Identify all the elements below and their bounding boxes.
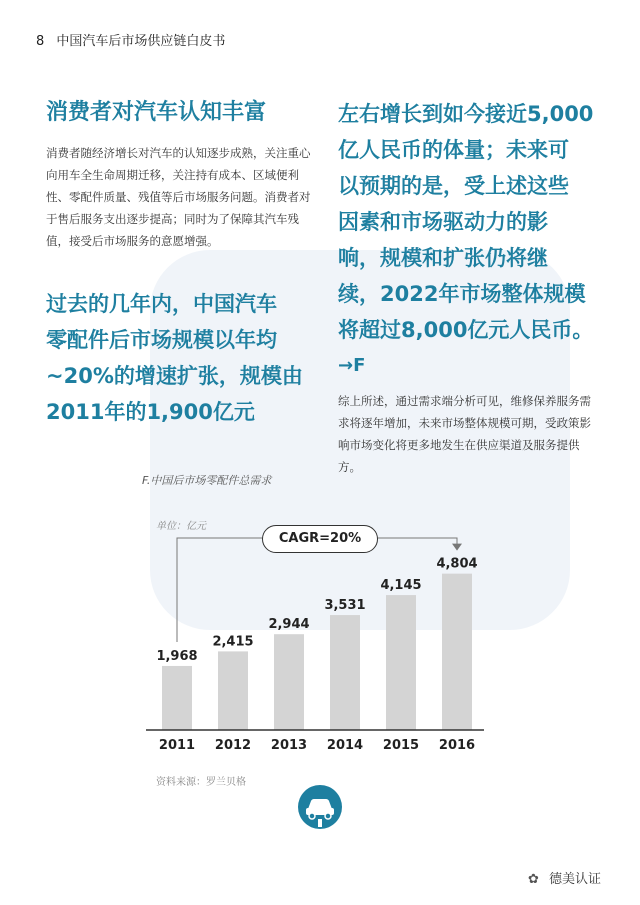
category-label: 2016 <box>438 738 476 753</box>
right-column <box>338 96 600 478</box>
right-paragraph: 综上所述，通过需求端分析可见，维修保养服务需求将逐年增加，未来市场整体规模可期，受政策影响市场变化将更多地发生在供应渠道及服务提供方。 <box>338 394 591 474</box>
chart-title: F.中国后市场零配件总需求 <box>142 474 272 487</box>
cagr-arrowhead <box>452 544 462 551</box>
bar-2012 <box>218 651 248 730</box>
left-paragraph: 消费者随经济增长对汽车的认知逐步成熟，关注重心向用车全生命周期迁移，关注持有成本、区域便利性、零配件质量、残值等后市场服务问题。消费者对于售后服务支出逐步提高；同时为了保障其汽车残值，接受后市场服务的意愿增强。 <box>46 146 311 248</box>
value-label: 1,968 <box>156 648 198 664</box>
quote-line: 2011年的1,900亿元 <box>46 400 255 424</box>
quote-line: 亿人民币的体量；未来可 <box>338 138 569 162</box>
figure-reference: →F <box>338 355 366 376</box>
quote-line: 因素和市场驱动力的影 <box>338 210 548 234</box>
quote-line: 响，规模和扩张仍将继 <box>338 246 548 270</box>
quote-line: 以预期的是，受上述这些 <box>338 174 569 198</box>
wechat-icon: ✿ <box>528 872 539 887</box>
watermark-text: 德美认证 <box>549 872 602 887</box>
left-quote <box>46 286 316 430</box>
watermark <box>528 868 601 887</box>
category-label: 2013 <box>270 738 308 753</box>
value-label: 4,145 <box>380 578 422 594</box>
value-label: 3,531 <box>324 598 366 614</box>
bar-2015 <box>386 595 416 730</box>
bar-2016 <box>442 574 472 730</box>
value-label: 2,944 <box>268 617 310 633</box>
category-label: 2011 <box>158 738 196 753</box>
section-heading: 消费者对汽车认知丰富 <box>46 100 267 125</box>
page-number: 8 <box>36 34 45 49</box>
bar-2013 <box>274 634 304 730</box>
page-header <box>36 30 225 49</box>
quote-line: 将超过8,000亿元人民币。 <box>338 318 594 342</box>
left-column <box>46 96 314 252</box>
bar-2014 <box>330 615 360 730</box>
category-label: 2014 <box>326 738 364 753</box>
category-label: 2015 <box>382 738 420 753</box>
car-lift-icon <box>296 785 344 831</box>
quote-line: 过去的几年内，中国汽车 <box>46 292 277 316</box>
category-label: 2012 <box>214 738 252 753</box>
quote-line: 零配件后市场规模以年均 <box>46 328 277 352</box>
value-label: 2,415 <box>212 634 254 650</box>
quote-line: ~20%的增速扩张，规模由 <box>46 364 303 388</box>
cagr-annotation: CAGR=20% <box>262 525 378 553</box>
bar-2011 <box>162 666 192 730</box>
quote-line: 续，2022年市场整体规模 <box>338 282 586 306</box>
document-title: 中国汽车后市场供应链白皮书 <box>56 34 226 49</box>
value-label: 4,804 <box>436 556 478 572</box>
chart-source: 资料来源：罗兰贝格 <box>156 777 246 788</box>
chart-unit-label: 单位：亿元 <box>156 521 206 532</box>
bar-chart <box>140 520 490 765</box>
quote-line: 左右增长到如今接近5,000 <box>338 102 594 126</box>
